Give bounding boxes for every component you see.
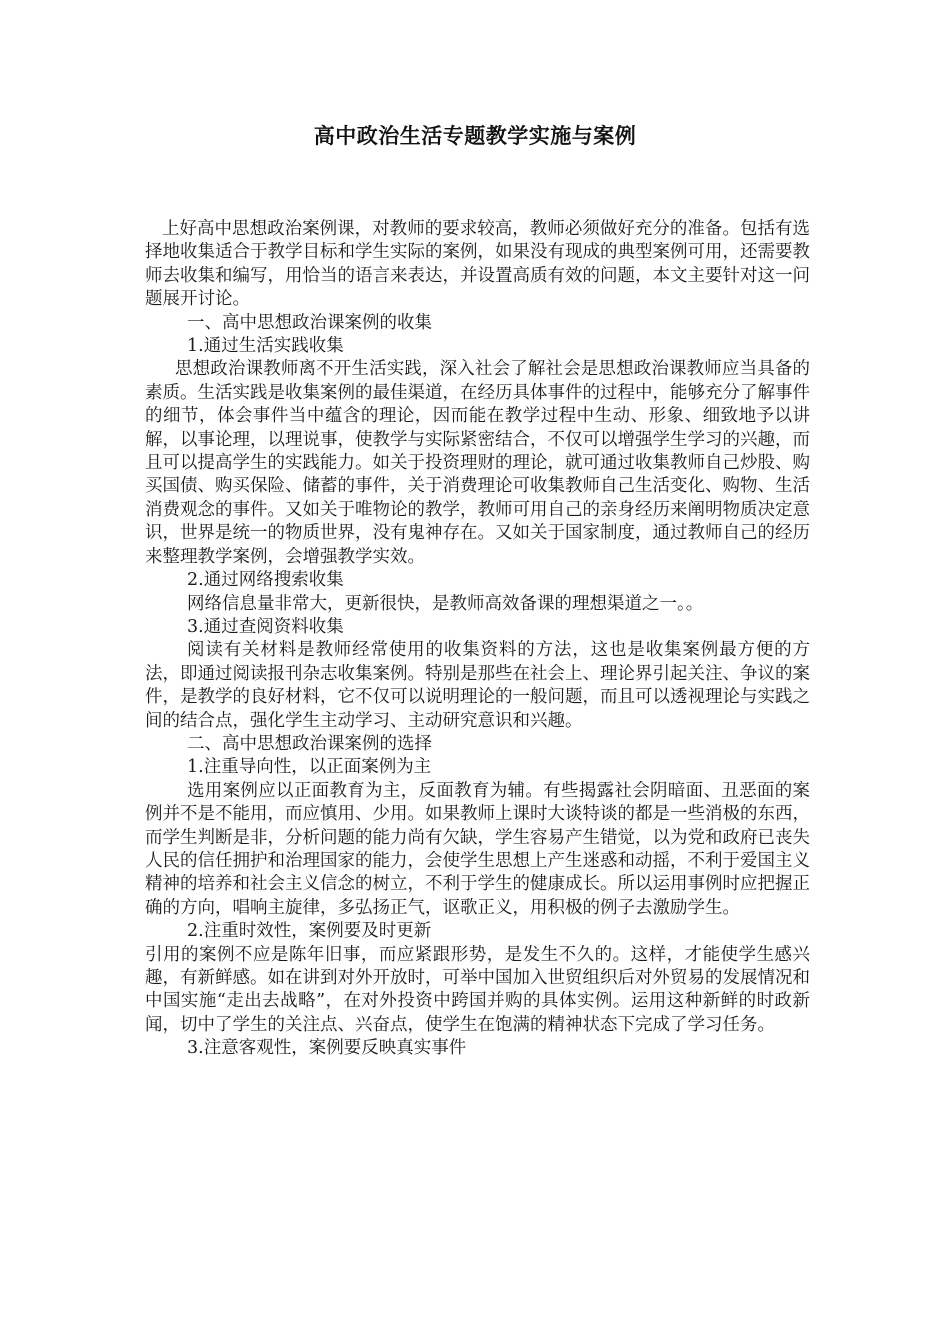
paragraph-2-2: 引用的案例不应是陈年旧事，而应紧跟形势，是发生不久的。这样，才能使学生感兴趣，有新鲜感。如在讲到对外开放时，可举中国加入世贸组织后对外贸易的发展情况和中国实施“走出去战略”，在对外投资中跨国并购的具体实例。运用这种新鲜的时政新闻，切中了学生的关注点、兴奋点，使学生在饱满的精神状态下完成了学习任务。 (145, 944, 810, 1035)
intro-paragraph: 上好高中思想政治案例课，对教师的要求较高，教师必须做好充分的准备。包括有选择地收集适合于教学目标和学生实际的案例，如果没有现成的典型案例可用，还需要教师去收集和编写，用恰当的语言来表达，并设置高质有效的问题，本文主要针对这一问题展开讨论。 (145, 219, 810, 310)
paragraph-1-3: 阅读有关材料是教师经常使用的收集资料的方法，这也是收集案例最方便的方法，即通过阅读报刊杂志收集案例。特别是那些在社会上、理论界引起关注、争议的案件，是教学的良好材料，它不仅可以说明理论的一般问题，而且可以透视理论与实践之间的结合点，强化学生主动学习、主动研究意识和兴趣。 (145, 640, 810, 731)
section-heading-2: 二、高中思想政治课案例的选择 (187, 733, 432, 754)
subheading-2-2: 2.注重时效性，案例要及时更新 (187, 921, 432, 942)
subheading-1-3: 3.通过查阅资料收集 (187, 616, 344, 637)
subheading-2-1: 1.注重导向性，以正面案例为主 (187, 757, 432, 778)
section-heading-1: 一、高中思想政治课案例的收集 (187, 312, 432, 333)
subheading-1-2: 2.通过网络搜索收集 (187, 570, 344, 591)
subheading-1-1: 1.通过生活实践收集 (187, 336, 344, 357)
document-body (145, 218, 810, 1061)
paragraph-1-2: 网络信息量非常大，更新很快，是教师高效备课的理想渠道之一。。 (187, 593, 704, 614)
subheading-2-3: 3.注意客观性，案例要反映真实事件 (187, 1038, 467, 1059)
paragraph-1-1: 思想政治课教师离不开生活实践，深入社会了解社会是思想政治课教师应当具备的素质。生活实践是收集案例的最佳渠道，在经历具体事件的过程中，能够充分了解事件的细节，体会事件当中蕴含的理论，因而能在教学过程中生动、形象、细致地予以讲解，以事论理，以理说事，使教学与实际紧密结合，不仅可以增强学生学习的兴趣，而且可以提高学生的实践能力。如关于投资理财的理论，就可通过收集教师自己炒股、购买国债、购买保险、储蓄的事件，关于消费理论可收集教师自己生活变化、购物、生活消费观念的事件。又如关于唯物论的教学，教师可用自己的亲身经历来阐明物质决定意识，世界是统一的物质世界，没有鬼神存在。又如关于国家制度，通过教师自己的经历来整理教学案例，会增强教学实效。 (145, 359, 810, 567)
paragraph-2-1: 选用案例应以正面教育为主，反面教育为辅。有些揭露社会阴暗面、丑恶面的案例并不是不能用，而应慎用、少用。如果教师上课时大谈特谈的都是一些消极的东西，而学生判断是非，分析问题的能力尚有欠缺，学生容易产生错觉，以为党和政府已丧失人民的信任拥护和治理国家的能力，会使学生思想上产生迷惑和动摇，不利于爱国主义精神的培养和社会主义信念的树立，不利于学生的健康成长。所以运用事例时应把握正确的方向，唱响主旋律，多弘扬正气，讴歌正义，用积极的例子去激励学生。 (145, 780, 810, 918)
document-title: 高中政治生活专题教学实施与案例 (313, 123, 637, 148)
